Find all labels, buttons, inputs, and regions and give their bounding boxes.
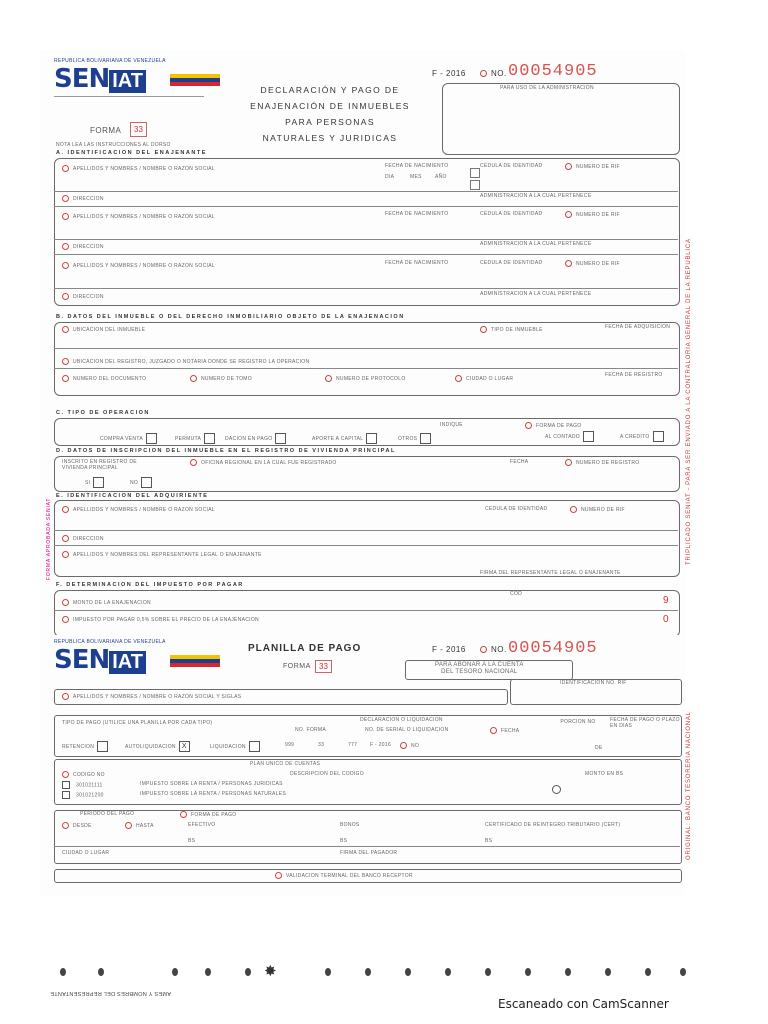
numero-doc-label[interactable]: NUMERO DEL DOCUMENTO: [62, 375, 146, 382]
numero-registro-label[interactable]: NUMERO DE REGISTRO: [565, 459, 639, 466]
code-desc: IMPUESTO SOBRE LA RENTA / PERSONAS JURIDICAS: [140, 781, 283, 787]
star-icon: ✸: [264, 963, 277, 980]
section-f-title: F. DETERMINACION DEL IMPUESTO POR PAGAR: [56, 582, 244, 588]
bonos-label[interactable]: BONOS: [340, 822, 360, 828]
section-e-title: E. IDENTIFICACION DEL ADQUIRIENTE: [56, 493, 209, 499]
section-b-title: B. DATOS DEL INMUEBLE O DEL DERECHO INMOBILIARIO OBJETO DE LA ENAJENACION: [56, 314, 405, 320]
identificacion-rif-label: IDENTIFICACION NO. RIF: [560, 680, 627, 686]
forma-number: 33: [130, 122, 147, 137]
val-no: NO: [400, 742, 419, 749]
no-forma-label: NO. FORMA: [295, 727, 327, 733]
impuesto-label[interactable]: IMPUESTO POR PAGAR 0,5% SOBRE EL PRECIO DE LA ENAJENACION: [62, 616, 259, 623]
direccion-label[interactable]: DIRECCION: [62, 195, 104, 202]
apellidos-label: APELLIDOS Y NOMBRES / NOMBRE O RAZON SOCIAL Y SIGLAS: [62, 693, 241, 700]
tipo-pago-label: TIPO DE PAGO (UTILICE UNA PLANILLA POR CADA TIPO): [62, 720, 213, 726]
indique-label: INDIQUE: [440, 422, 463, 428]
inscrito-label: INSCRITO EN REGISTRO DE VIVIENDA PRINCIPAL: [62, 459, 137, 471]
note-label: NOTA LEA LAS INSTRUCCIONES AL DORSO: [56, 142, 171, 148]
left-side-text: FORMA APROBADA SENIAT: [46, 497, 52, 580]
monto-label[interactable]: MONTO DE LA ENAJENACION: [62, 599, 151, 606]
fecha-registro-label: FECHA DE REGISTRO: [605, 372, 663, 378]
vje-box[interactable]: [470, 180, 480, 190]
camscanner-label: Escaneado con CamScanner: [498, 997, 669, 1011]
admin-pertenece-label: ADMINISTRACION A LA CUAL PERTENECE: [480, 193, 592, 199]
op-permuta[interactable]: PERMUTA: [175, 433, 215, 444]
bs-label: BS: [340, 838, 348, 844]
forma-de-pago-label: FORMA DE PAGO: [180, 811, 236, 818]
forma-label: FORMA: [283, 663, 311, 670]
oficina-label[interactable]: OFICINA REGIONAL EN LA CUAL FUE REGISTRADO: [190, 459, 337, 466]
form-code: F - 2016: [432, 645, 466, 654]
ciudad-label[interactable]: CIUDAD O LUGAR: [62, 850, 110, 856]
op-otros[interactable]: OTROS: [398, 433, 431, 444]
ubicacion-registro-label[interactable]: UBICACION DEL REGISTRO, JUZGADO O NOTARIA DONDE SE REGISTRO LA OPERACION: [62, 358, 309, 365]
mes-label: MES: [410, 174, 422, 180]
al-contado-option[interactable]: AL CONTADO: [545, 431, 594, 442]
serial-number: 00054905: [508, 639, 598, 658]
cedula-label: CEDULA DE IDENTIDAD: [480, 260, 543, 266]
periodo-label: PERIODO DEL PAGO: [80, 811, 135, 817]
rif-label: NUMERO DE RIF: [565, 211, 620, 218]
section-d-title: D. DATOS DE INSCRIPCION DEL INMUEBLE EN EL REGISTRO DE VIVIENDA PRINCIPAL: [56, 448, 396, 454]
seniat-logo: SEN IAT: [54, 645, 146, 675]
ano-label: AÑO: [435, 174, 447, 180]
liquidacion-option[interactable]: LIQUIDACION: [210, 741, 260, 752]
op-compra[interactable]: COMPRA VENTA: [100, 433, 157, 444]
stub-text: AMES Y NOMBRES DEL REPRESENTANTE: [50, 990, 171, 996]
bs-label: BS: [485, 838, 493, 844]
planilla-title: PLANILLA DE PAGO: [248, 643, 362, 654]
desde-label[interactable]: DESDE: [62, 822, 92, 829]
form-code: F - 2016: [432, 69, 466, 78]
apellidos-label[interactable]: APELLIDOS Y NOMBRES / NOMBRE O RAZON SOCIAL: [62, 213, 215, 220]
no-label: NO.: [480, 645, 507, 654]
code-row[interactable]: 301021111: [62, 781, 103, 789]
op-dacion[interactable]: DACION EN PAGO: [225, 433, 286, 444]
de-label: DE: [595, 745, 603, 751]
monto-bs-label: MONTO EN BS: [585, 771, 624, 777]
forma-pago-label: FORMA DE PAGO: [525, 422, 581, 429]
dia-label: DIA: [385, 174, 395, 180]
admin-box: [442, 83, 680, 155]
ciudad-lugar-label[interactable]: CIUDAD O LUGAR: [455, 375, 513, 382]
fecha-adq-label: FECHA DE ADQUISICION: [605, 324, 671, 330]
fecha-nac-label: FECHA DE NACIMIENTO: [385, 211, 449, 217]
section-a-box: [54, 158, 680, 306]
fecha-nac-label: FECHA DE NACIMIENTO: [385, 260, 449, 266]
cedula-label: CEDULA DE IDENTIDAD: [485, 506, 548, 512]
firma-rep-label: FIRMA DEL REPRESENTANTE LEGAL O ENAJENANTE: [480, 570, 621, 576]
hasta-label[interactable]: HASTA: [125, 822, 154, 829]
section-c-title: C. TIPO DE OPERACION: [56, 410, 150, 416]
si-option[interactable]: SI: [85, 477, 104, 488]
firma-pagador-label[interactable]: FIRMA DEL PAGADOR: [340, 850, 398, 856]
admin-label: PARA USO DE LA ADMINISTRACION: [500, 85, 594, 91]
abonar-label: PARA ABONAR A LA CUENTA DEL TESORO NACIONAL: [435, 662, 524, 675]
cod-label: COD: [510, 591, 523, 597]
a-credito-option[interactable]: A CREDITO: [620, 431, 664, 442]
op-aporte[interactable]: APORTE A CAPITAL: [312, 433, 377, 444]
val-form-code: F - 2016: [370, 742, 392, 748]
code-row[interactable]: 301021200: [62, 791, 104, 799]
apellidos-label[interactable]: APELLIDOS Y NOMBRES / NOMBRE O RAZON SOCIAL: [62, 506, 215, 513]
fecha-nac-label: FECHA DE NACIMIENTO: [385, 163, 449, 169]
cod-value: 0: [663, 614, 669, 625]
no-serial-label: NO. DE SERIAL O LIQUIDACION: [365, 727, 449, 733]
retencion-option[interactable]: RETENCION: [62, 741, 108, 752]
numero-protocolo-label[interactable]: NUMERO DE PROTOCOLO: [325, 375, 406, 382]
direccion-label[interactable]: DIRECCION: [62, 243, 104, 250]
monto-circle-icon[interactable]: [552, 785, 561, 794]
val-999: 999: [285, 742, 295, 748]
seniat-logo: SEN IAT: [54, 64, 146, 94]
republic-label: REPUBLICA BOLIVARIANA DE VENEZUELA: [54, 58, 166, 64]
forma-label: FORMA: [90, 126, 122, 135]
vje-box[interactable]: [470, 168, 480, 178]
fecha-pago-label: FECHA DE PAGO O PLAZO EN DIAS: [610, 717, 680, 729]
form-title: DECLARACIÓN Y PAGO DE ENAJENACIÓN DE INMUEBLES PARA PERSONAS NATURALES Y JURIDICAS: [250, 85, 410, 143]
cedula-label: CEDULA DE IDENTIDAD: [480, 211, 543, 217]
descripcion-label: DESCRIPCION DEL CODIGO: [290, 771, 364, 777]
forma-number: 33: [315, 660, 332, 673]
declaracion-label: DECLARACION O LIQUIDACION: [360, 717, 443, 723]
perforation-strip: [40, 960, 690, 990]
bottom-form: [40, 635, 685, 895]
efectivo-label[interactable]: EFECTIVO: [188, 822, 216, 828]
validacion-label: VALIDACION TERMINAL DEL BANCO RECEPTOR: [275, 872, 413, 879]
serial-number: 00054905: [508, 62, 598, 81]
autoliquidacion-option[interactable]: AUTOLIQUIDACION X: [125, 741, 190, 752]
fecha-label: FECHA: [490, 727, 519, 734]
section-f-box: [54, 590, 680, 637]
cedula-label: CEDULA DE IDENTIDAD: [480, 163, 543, 169]
republic-label: REPUBLICA BOLIVARIANA DE VENEZUELA: [54, 639, 166, 645]
porcion-label: PORCION NO: [560, 719, 596, 725]
apellidos-rep-label[interactable]: APELLIDOS Y NOMBRES DEL REPRESENTANTE LEGAL O ENAJENANTE: [62, 551, 262, 558]
flag-icon: [170, 74, 220, 86]
code-desc: IMPUESTO SOBRE LA RENTA / PERSONAS NATURALES: [140, 791, 287, 797]
direccion-label[interactable]: DIRECCION: [62, 293, 104, 300]
flag-icon: [170, 655, 220, 667]
ubicacion-label[interactable]: UBICACION DEL INMUEBLE: [62, 326, 145, 333]
tipo-inmueble-label[interactable]: TIPO DE INMUEBLE: [480, 326, 543, 333]
rif-label: NUMERO DE RIF: [570, 506, 625, 513]
cod-value: 9: [663, 595, 669, 606]
admin-pertenece-label: ADMINISTRACION A LA CUAL PERTENECE: [480, 241, 592, 247]
val-33: 33: [318, 742, 325, 748]
apellidos-label[interactable]: APELLIDOS Y NOMBRES / NOMBRE O RAZON SOCIAL: [62, 165, 215, 172]
numero-tomo-label[interactable]: NUMERO DE TOMO: [190, 375, 252, 382]
no-label: NO.: [480, 69, 507, 78]
val-777: 777: [348, 742, 358, 748]
bs-label: BS: [188, 838, 196, 844]
no-option[interactable]: NO: [130, 477, 152, 488]
rif-label: NUMERO DE RIF: [565, 260, 620, 267]
cert-label[interactable]: CERTIFICADO DE REINTEGRO TRIBUTARIO (CERT): [485, 822, 621, 828]
codigo-no-label: CODIGO NO: [62, 771, 105, 778]
top-form: [40, 50, 685, 635]
section-a-title: A. IDENTIFICACION DEL ENAJENANTE: [56, 150, 207, 156]
admin-pertenece-label: ADMINISTRACION A LA CUAL PERTENECE: [480, 291, 592, 297]
direccion-label[interactable]: DIRECCION: [62, 535, 104, 542]
original-side-text: ORIGINAL: BANCO TESORERIA NACIONAL: [686, 711, 692, 860]
apellidos-label[interactable]: APELLIDOS Y NOMBRES / NOMBRE O RAZON SOCIAL: [62, 262, 215, 269]
plan-unico-title: PLAN UNICO DE CUENTAS: [250, 761, 321, 767]
fecha-label: FECHA: [510, 459, 529, 465]
triplicado-side-text: TRIPLICADO SENIAT - PARA SER ENVIADO A LA CONTRALORIA GENERAL DE LA REPUBLICA: [686, 238, 692, 565]
rif-label: NUMERO DE RIF: [565, 163, 620, 170]
